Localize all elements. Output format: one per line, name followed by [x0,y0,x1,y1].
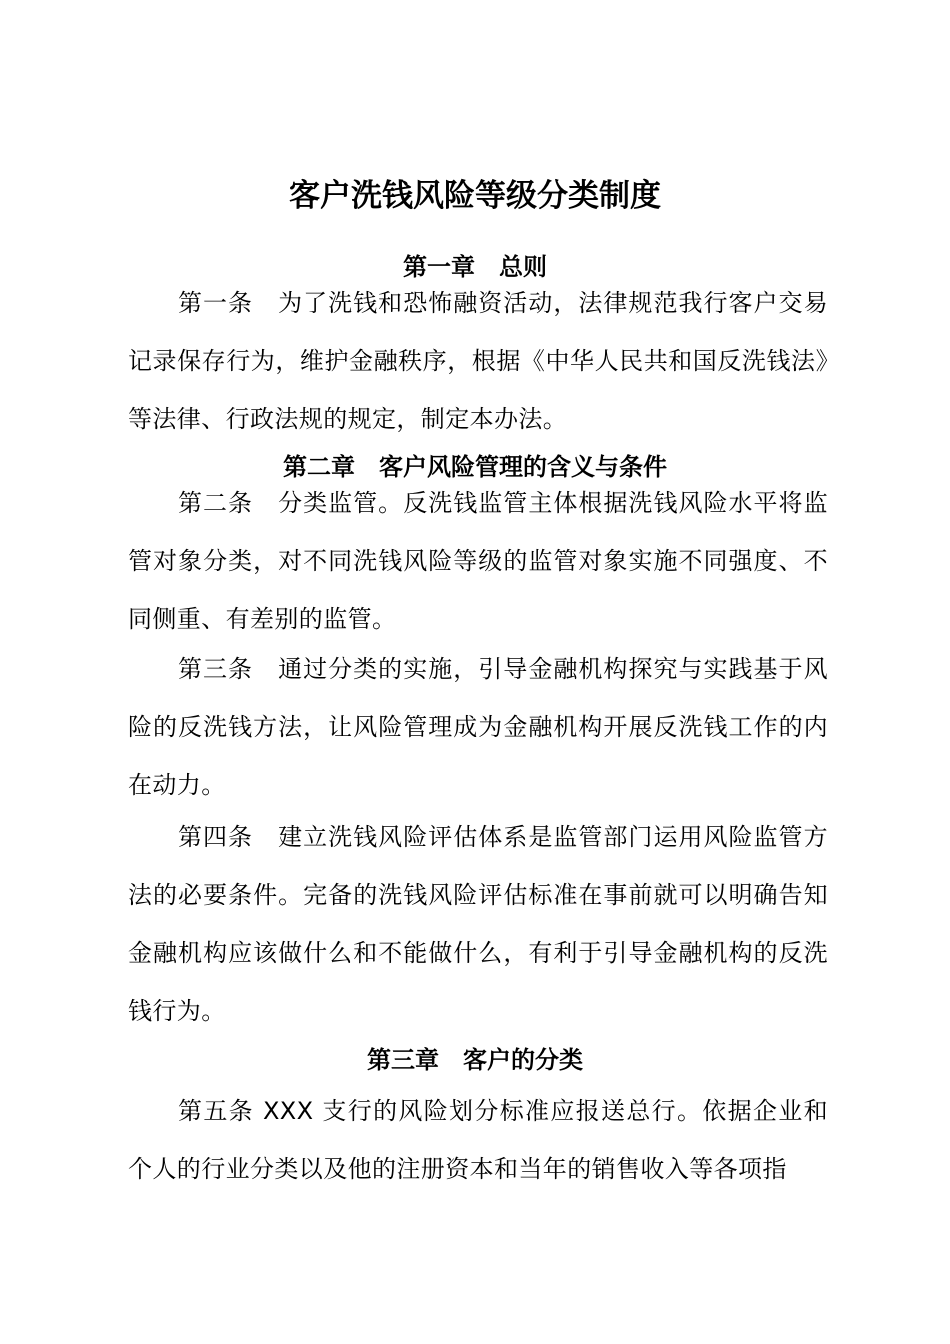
article-4 [128,808,828,1040]
article-text: 为了洗钱和恐怖融资活动，法律规范我行客户交易记录保存行为，维护金融秩序，根据《中华人民共和国反洗钱法》等法律、行政法规的规定，制定本办法。 [128,289,828,433]
article-2 [128,474,828,648]
article-label: 第四条 [178,823,279,851]
article-text: 分类监管。反洗钱监管主体根据洗钱风险水平将监管对象分类，对不同洗钱风险等级的监管对象实施不同强度、不同侧重、有差别的监管。 [128,489,828,633]
article-text: XXX 支行的风险划分标准应报送总行。依据企业和个人的行业分类以及他的注册资本和当年的销售收入等各项指 [128,1097,828,1183]
chapter-heading-2: 第二章 客户风险管理的含义与条件 [283,453,667,481]
article-5 [128,1082,828,1198]
document-title: 客户洗钱风险等级分类制度 [289,178,661,214]
article-text: 建立洗钱风险评估体系是监管部门运用风险监管方法的必要条件。完备的洗钱风险评估标准在事前就可以明确告知金融机构应该做什么和不能做什么，有利于引导金融机构的反洗钱行为。 [128,823,828,1025]
article-1 [128,274,828,448]
article-label: 第五条 [178,1097,263,1125]
article-label: 第一条 [178,289,279,317]
article-label: 第三条 [178,655,279,683]
article-text: 通过分类的实施，引导金融机构探究与实践基于风险的反洗钱方法，让风险管理成为金融机构开展反洗钱工作的内在动力。 [128,655,828,799]
chapter-heading-3: 第三章 客户的分类 [367,1046,583,1074]
chapter-heading-1: 第一章 总则 [403,253,547,281]
article-label: 第二条 [178,489,279,517]
article-3 [128,640,828,814]
